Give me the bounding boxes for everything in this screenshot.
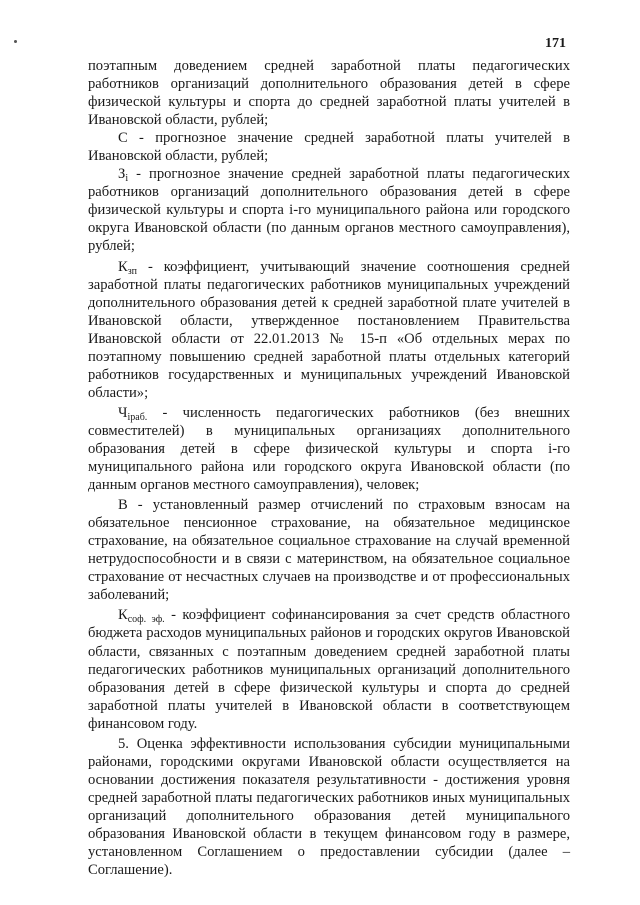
paragraph-definition-c: С - прогнозное значение средней заработной платы учителей в Ивановской области, рублей; [88, 130, 570, 165]
symbol: З [118, 166, 126, 183]
paragraph-definition-ksof [88, 606, 570, 732]
paragraph-continuation: поэтапным доведением средней заработной платы педагогических работников организаций дополнительного образования детей в сфере физической культуры и спорта до средней заработной платы учителей в Ивановской области, рублей; [88, 58, 570, 129]
symbol-subscript: i [125, 173, 129, 185]
page-number: 171 [545, 36, 566, 51]
symbol: К [118, 258, 128, 275]
symbol: Ч [118, 404, 128, 421]
symbol: К [118, 607, 128, 624]
definition-text: - коэффициент софинансирования за счет средств областного бюджета расходов муниципальных районов и городских округов Ивановской области, связанных с поэтапным доведением средней заработной платы педагогических работников муниципальных организаций дополнительного образования детей в сфере физической культуры и спорта до средней заработной платы учителей в Ивановской области в соответствующем финансовом году. [88, 607, 570, 732]
paragraph-definition-ch [88, 404, 570, 494]
definition-text: - прогнозное значение средней заработной платы педагогических работников организаций дополнительного образования детей в сфере физической культуры и спорта i-го муниципального района или городского округа Ивановской области (по данным органов местного самоуправления), рублей; [88, 166, 570, 255]
paragraph-definition-z [88, 165, 570, 255]
scan-speck [14, 40, 17, 43]
symbol-subscript: iраб. [127, 411, 148, 423]
paragraph-definition-v: В - установленный размер отчислений по страховым взносам на обязательное пенсионное страхование, на обязательное медицинское страхование, на обязательное социальное страхование на случай временной нетрудоспособности и в связи с материнством, на обязательное социальное страхование от несчастных случаев на производстве и от профессиональных заболеваний; [88, 497, 570, 604]
symbol-subscript: соф. эф. [127, 614, 165, 626]
definition-text: - коэффициент, учитывающий значение соотношения средней заработной платы педагогических работников муниципальных учреждений дополнительного образования детей к средней заработной плате учителей в Ивановской области, утвержденное постановлением Правительства Ивановской области от 22.01.2013 № 15-п «Об отдельных мерах по поэтапному повышению средней заработной платы отдельных категорий работников государственных и муниципальных учреждений Ивановской области»; [88, 258, 570, 401]
symbol-subscript: зп [127, 265, 138, 277]
paragraph-section-5: 5. Оценка эффективности использования субсидии муниципальными районами, городскими округами Ивановской области осуществляется на основании достижения показателя результативности - достижения уровня средней заработной платы педагогических работников иных муниципальных организаций дополнительного образования детей муниципального образования Ивановской области в текущем финансовом году в размере, установленном Соглашением о предоставлении субсидии (далее – Соглашение). [88, 735, 570, 879]
definition-text: - численность педагогических работников (без внешних совместителей) в муниципальных организациях дополнительного образования детей в сфере физической культуры и спорта i-го муниципального района или городского округа Ивановской области (по данным органов местного самоуправления), человек; [88, 404, 570, 494]
paragraph-definition-kzp [88, 258, 570, 402]
body-text [88, 57, 570, 879]
